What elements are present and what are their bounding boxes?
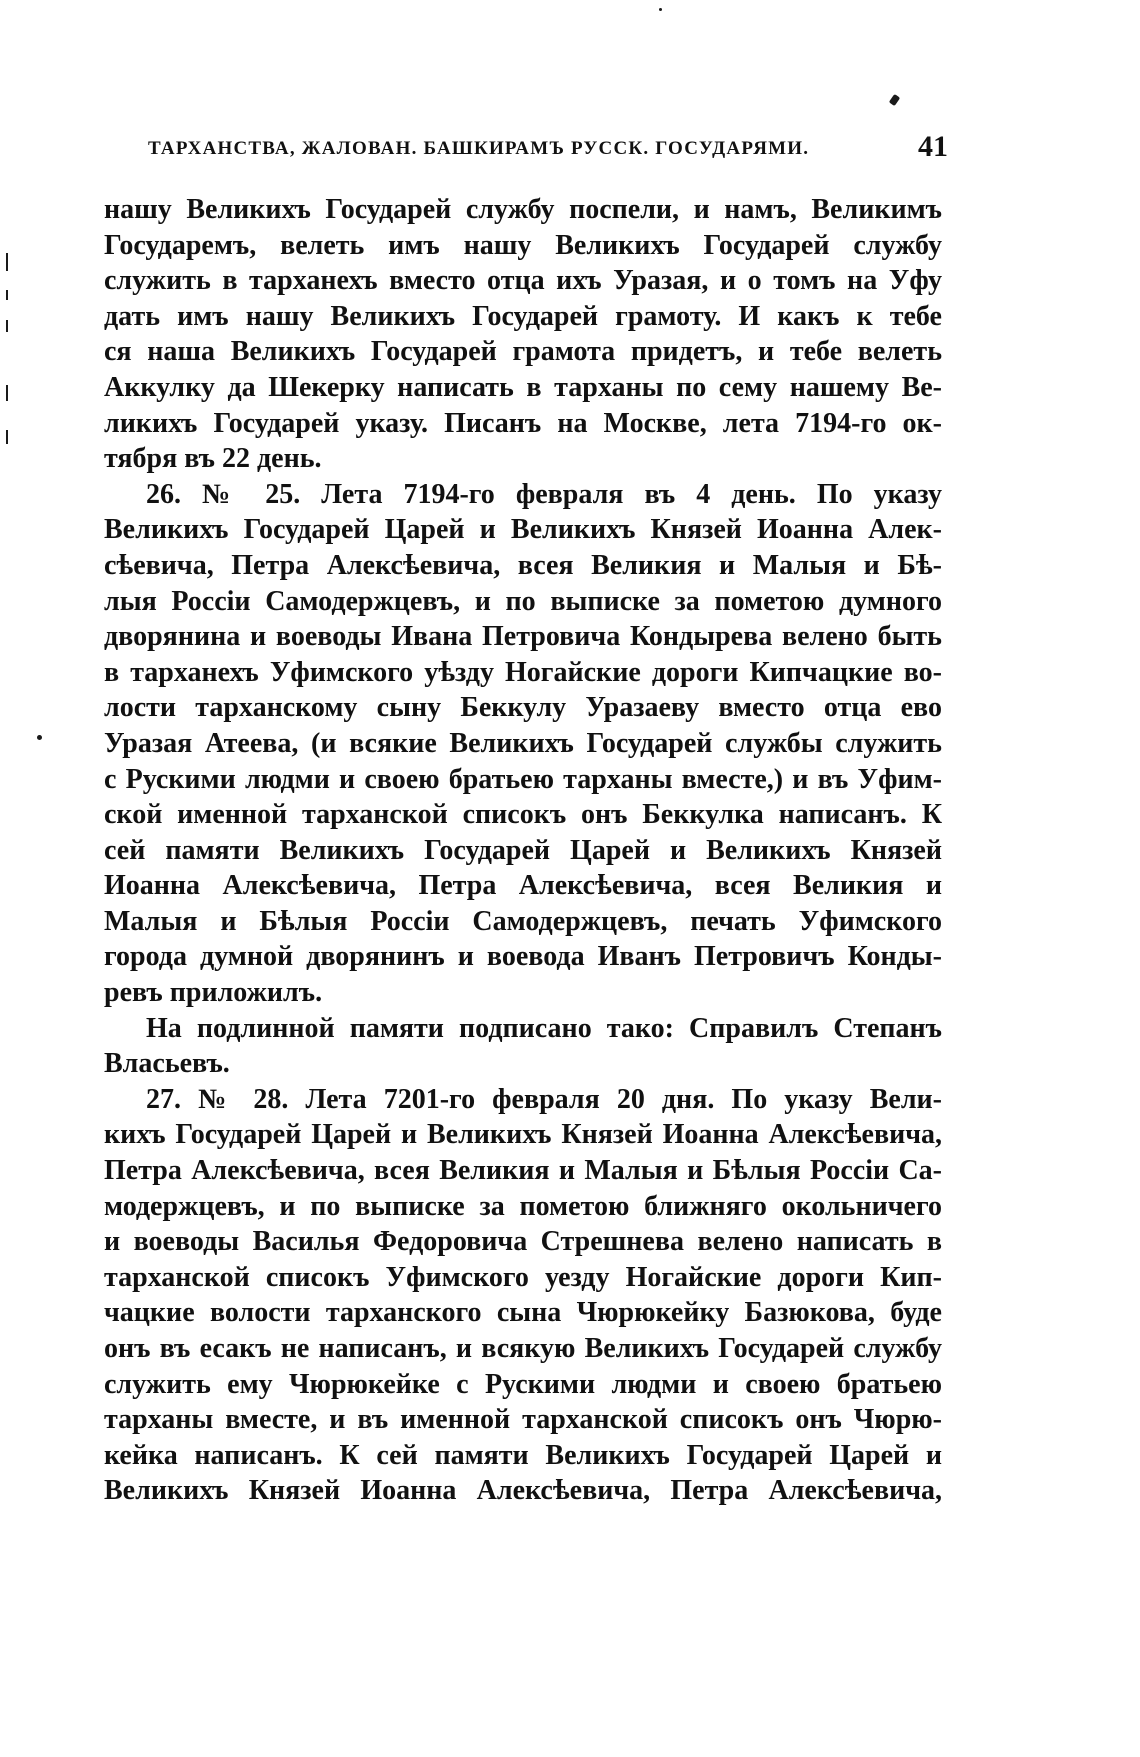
text-line: тября въ 22 день. [104, 443, 322, 475]
text-line: Иоанна Алексѣевича, Петра Алексѣевича, всея Великия и [104, 870, 942, 902]
text-line: Великихъ Князей Иоанна Алексѣевича, Петра Алексѣевича, [104, 1475, 942, 1507]
scan-edge-mark [6, 430, 8, 444]
body-text [104, 192, 942, 1509]
text-line: ревъ приложилъ. [104, 977, 323, 1009]
text-line: Великихъ Государей Царей и Великихъ Князей Иоанна Алек- [104, 514, 942, 546]
text-line: На подлинной памяти подписано тако: Справилъ Степанъ [146, 1012, 942, 1044]
text-line: ликихъ Государей указу. Писанъ на Москве, лета 7194-го ок- [104, 407, 942, 439]
text-line: ской именной тарханской списокъ онъ Беккулка написанъ. К [104, 799, 942, 831]
text-line: модержцевъ, и по выписке за пометою ближняго окольничего [104, 1190, 942, 1222]
text-line: города думной дворянинъ и воевода Иванъ Петровичъ Конды- [104, 941, 942, 973]
text-line: Власьевъ. [104, 1048, 230, 1080]
text-line: кейка написанъ. К сей памяти Великихъ Государей Царей и [104, 1439, 942, 1471]
text-line: 26. № 25. Лета 7194-го февраля въ 4 день. По указу [146, 478, 942, 510]
text-line: Аккулку да Шекерку написать в тарханы по сему нашему Ве- [104, 371, 942, 403]
text-line: лыя Россіи Самодержцевъ, и по выписке за пометою думного [104, 585, 942, 617]
scan-speck [37, 735, 42, 740]
text-line: дворянина и воеводы Ивана Петровича Кондырева велено быть [104, 621, 942, 653]
scan-edge-mark [6, 290, 8, 300]
text-line: чацкие волости тарханского сына Чюрюкейку Базюкова, буде [104, 1297, 942, 1329]
text-line: лости тарханскому сыну Беккулу Уразаеву вместо отца ево [104, 692, 942, 724]
text-line: с Рускими людми и своею братьею тарханы вместе,) и въ Уфим- [104, 763, 942, 795]
text-line: в тарханехъ Уфимского уѣзду Ногайские дороги Кипчацкие во- [104, 656, 942, 688]
text-line: Государемъ, велеть имъ нашу Великихъ Государей службу [104, 229, 942, 261]
text-line: тарханской списокъ Уфимского уезду Ногайские дороги Кип- [104, 1261, 942, 1293]
page-number: 41 [918, 130, 948, 163]
text-line: служить в тарханехъ вместо отца ихъ Уразая, и о томъ на Уфу [104, 265, 942, 297]
text-line: Петра Алексѣевича, всея Великия и Малыя и Бѣлыя Россіи Са- [104, 1155, 942, 1187]
scan-speck [889, 94, 900, 106]
text-line: сей памяти Великихъ Государей Царей и Великихъ Князей [104, 834, 942, 866]
text-line: кихъ Государей Царей и Великихъ Князей Иоанна Алексѣевича, [104, 1119, 942, 1151]
text-line: Малыя и Бѣлыя Россіи Самодержцевъ, печать Уфимского [104, 905, 942, 937]
text-line: дать имъ нашу Великихъ Государей грамоту. И какъ к тебе [104, 300, 942, 332]
text-line: Уразая Атеева, (и всякие Великихъ Государей службы служить [104, 727, 942, 759]
scan-speck [659, 8, 662, 11]
scan-edge-mark [6, 385, 8, 401]
running-head: ТАРХАНСТВА, ЖАЛОВАН. БАШКИРАМЪ РУССК. ГОСУДАРЯМИ. [148, 138, 810, 159]
text-line: и воеводы Василья Федоровича Стрешнева велено написать в [104, 1226, 942, 1258]
text-line: 27. № 28. Лета 7201-го февраля 20 дня. По указу Вели- [146, 1083, 942, 1115]
page-header [148, 130, 948, 180]
text-line: ся наша Великихъ Государей грамота придетъ, и тебе велеть [104, 336, 942, 368]
text-line: нашу Великихъ Государей службу поспели, и намъ, Великимъ [104, 194, 942, 225]
text-line: служить ему Чюрюкейке с Рускими людми и своею братьею [104, 1368, 942, 1400]
text-line: сѣевича, Петра Алексѣевича, всея Великия и Малыя и Бѣ- [104, 549, 942, 581]
text-line: тарханы вместе, и въ именной тарханской списокъ онъ Чюрю- [104, 1404, 942, 1436]
text-line: онъ въ есакъ не написанъ, и всякую Великихъ Государей службу [104, 1333, 942, 1364]
scan-edge-mark [6, 320, 8, 332]
scan-edge-mark [6, 253, 8, 271]
